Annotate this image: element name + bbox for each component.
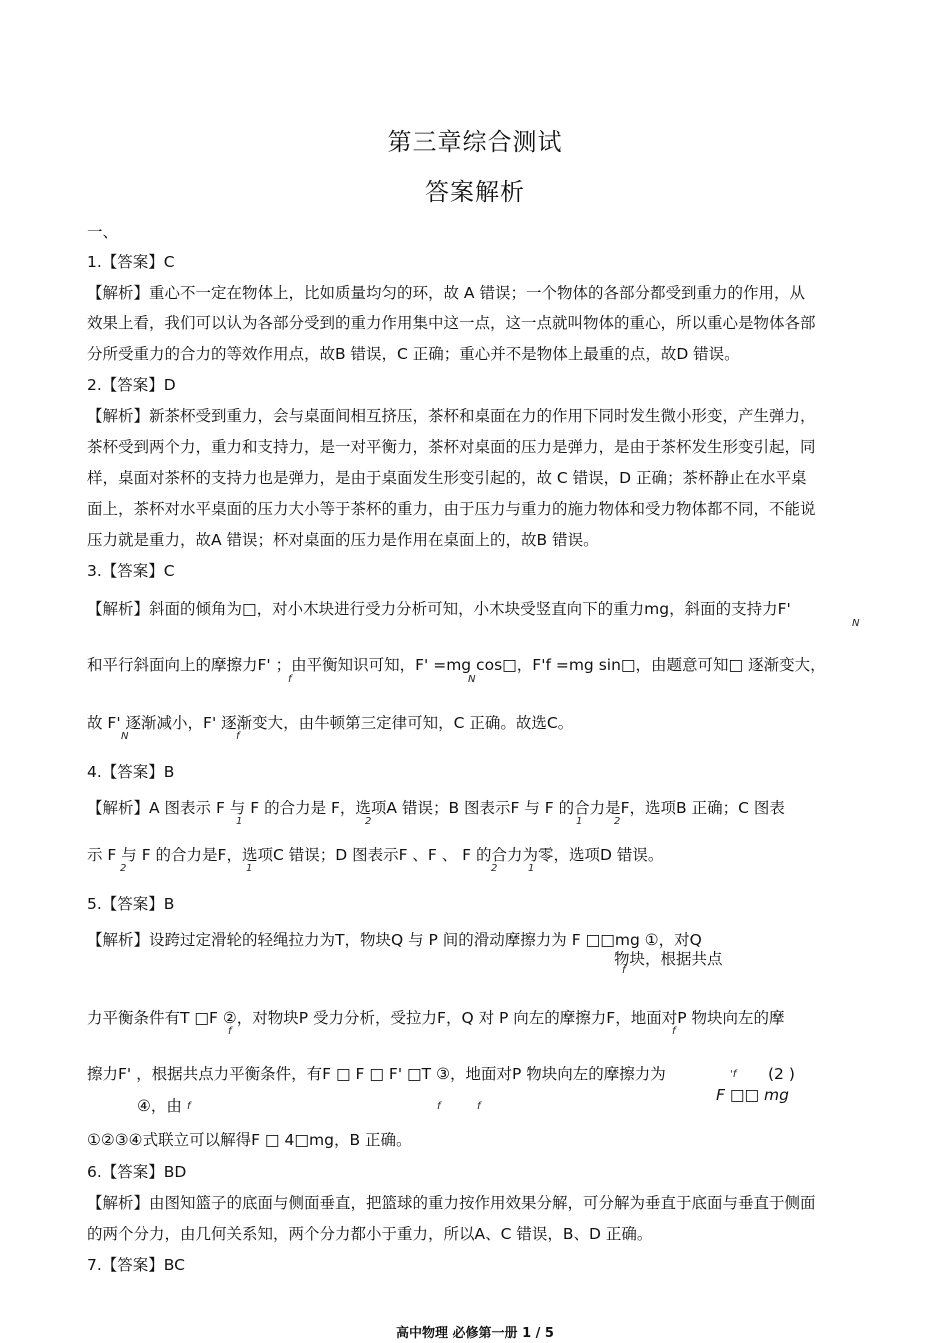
q4-line-2-subscript-d: 1 [528,863,535,874]
q6-line-2: 的两个分力，由几何关系知，两个分力都小于重力，所以A、C 错误，B、D 正确。 [87,1225,653,1243]
q5-line-2: 力平衡条件有T □F ②，对物块P 受力分析，受拉力F，Q 对 P 向左的摩擦力F，地面对P 物块向左的摩 [87,1009,785,1027]
q5-line-3-fragment-b: (2 ) [768,1065,795,1083]
q3-line-2-subscript-f: f [288,674,292,685]
q5-line-2-subscript-b: f [672,1026,676,1037]
q3-line-3: 故 F' 逐渐减小，F' 逐渐变大，由牛顿第三定律可知，C 正确。故选C。 [87,714,574,732]
page-title: 第三章综合测试 [387,128,563,156]
q5-line-4-fragment: F □□ mg [716,1086,789,1104]
q4-line-1-subscript-c: 1 [576,816,583,827]
q3-line-3-subscript-n: N [121,731,129,742]
q3-line-2: 和平行斜面向上的摩擦力F' ；由平衡知识可知，F' =mg cos□，F'f =mg sin□，由题意可知□ 逐渐变大， [87,656,826,674]
q5-line-5: ①②③④式联立可以解得F □ 4□mg，B 正确。 [87,1131,412,1149]
section-label: 一、 [87,223,119,241]
q2-line-4: 面上，茶杯对水平桌面的压力大小等于茶杯的重力，由于压力与重力的施力物体和受力物体都不同，不能说 [87,500,816,518]
page-subtitle: 答案解析 [425,178,525,206]
q5-line-4-subscript-b: f [437,1101,441,1112]
q3-line-1: 【解析】斜面的倾角为□，对小木块进行受力分析可知，小木块受竖直向下的重力mg，斜面的支持力F' [87,600,791,618]
q4-line-1-subscript-b: 2 [365,816,372,827]
q7-answer: 7.【答案】BC [87,1256,185,1274]
q3-line-3-subscript-f: f [236,731,240,742]
q5-line-3: 擦力F' ，根据共点力平衡条件，有F □ F □ F' □T ③，地面对P 物块向左的摩擦力为 [87,1065,666,1083]
q4-line-2-subscript-b: 1 [246,863,253,874]
q4-answer: 4.【答案】B [87,763,175,781]
q5-line-1: 【解析】设跨过定滑轮的轻绳拉力为T，物块Q 与 P 间的滑动摩擦力为 F □□mg ①，对Q [87,931,702,949]
q5-line-4-subscript-c: f [477,1101,481,1112]
q5-line-4: ④，由 [137,1097,182,1115]
q1-line-2: 效果上看，我们可以认为各部分受到的重力作用集中这一点，这一点就叫物体的重心，所以重心是物体各部 [87,314,816,332]
q2-line-5: 压力就是重力，故A 错误；杯对桌面的压力是作用在桌面上的，故B 错误。 [87,531,599,549]
q5-answer: 5.【答案】B [87,895,175,913]
q5-line-4-subscript-a: f [187,1101,191,1112]
q2-answer: 2.【答案】D [87,376,176,394]
q2-line-2: 茶杯受到两个力，重力和支持力，是一对平衡力，茶杯对桌面的压力是弹力，是由于茶杯发生形变引起，同 [87,438,816,456]
q3-line-1-subscript: N [852,618,860,629]
q4-line-2-subscript-a: 2 [120,863,127,874]
q4-line-2: 示 F 与 F 的合力是F，选项C 错误；D 图表示F 、F 、 F 的合力为零，选项D 错误。 [87,846,664,864]
q4-line-1-subscript-d: 2 [614,816,621,827]
q5-line-1-continuation: 物块，根据共点 [614,950,723,968]
q6-answer: 6.【答案】BD [87,1163,187,1181]
q2-line-1: 【解析】新茶杯受到重力，会与桌面间相互挤压，茶杯和桌面在力的作用下同时发生微小形变，产生弹力， [87,407,816,425]
q5-line-1-subscript: f [622,965,626,976]
q1-line-3: 分所受重力的合力的等效作用点，故B 错误，C 正确；重心并不是物体上最重的点，故D 错误。 [87,345,740,363]
q3-line-2-subscript-n: N [468,674,476,685]
q4-line-2-subscript-c: 2 [491,863,498,874]
q5-line-2-subscript-a: f [228,1026,232,1037]
q4-line-1-subscript-a: 1 [236,816,243,827]
q1-line-1: 【解析】重心不一定在物体上，比如质量均匀的环，故 A 错误；一个物体的各部分都受到重力的作用，从 [87,284,805,302]
q1-answer: 1.【答案】C [87,253,175,271]
q3-answer: 3.【答案】C [87,562,175,580]
page-footer: 高中物理 必修第一册 1 / 5 [396,1326,554,1341]
q6-line-1: 【解析】由图知篮子的底面与侧面垂直，把篮球的重力按作用效果分解，可分解为垂直于底面与垂直于侧面 [87,1194,816,1212]
q4-line-1: 【解析】A 图表示 F 与 F 的合力是 F，选项A 错误；B 图表示F 与 F 的合力是F，选项B 正确；C 图表 [87,799,785,817]
q5-line-3-fragment-a: 'f [730,1069,737,1080]
q2-line-3: 样，桌面对茶杯的支持力也是弹力，是由于桌面发生形变引起的，故 C 错误，D 正确；茶杯静止在水平桌 [87,469,807,487]
